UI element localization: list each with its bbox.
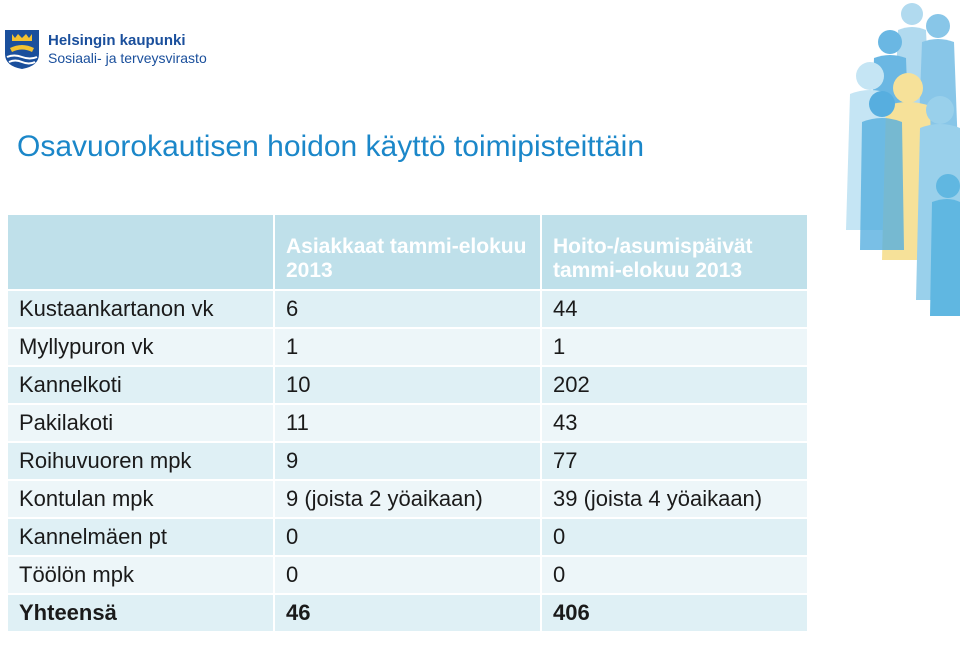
days-cell: 77 [541, 442, 808, 480]
days-cell: 44 [541, 290, 808, 328]
page-title: Osavuorokautisen hoidon käyttö toimipisteittäin [17, 130, 645, 163]
department-name: Sosiaali- ja terveysvirasto [48, 50, 207, 66]
unit-name-cell: Roihuvuoren mpk [7, 442, 274, 480]
helsinki-crest-icon [3, 28, 41, 70]
column-header-clients: Asiakkaat tammi-elokuu 2013 [274, 214, 541, 290]
clients-cell: 1 [274, 328, 541, 366]
table-row [7, 328, 808, 366]
unit-name-cell: Kannelmäen pt [7, 518, 274, 556]
table-row [7, 480, 808, 518]
clients-cell: 9 [274, 442, 541, 480]
table-row [7, 290, 808, 328]
org-name: Helsingin kaupunki [48, 32, 186, 49]
days-cell: 1 [541, 328, 808, 366]
total-clients-cell: 46 [274, 594, 541, 632]
column-header-days: Hoito-/asumispäivät tammi-elokuu 2013 [541, 214, 808, 290]
total-label-cell: Yhteensä [7, 594, 274, 632]
days-cell: 202 [541, 366, 808, 404]
people-silhouettes-graphic [820, 0, 960, 320]
total-row [7, 594, 808, 632]
days-cell: 0 [541, 518, 808, 556]
clients-cell: 6 [274, 290, 541, 328]
clients-cell: 10 [274, 366, 541, 404]
unit-name-cell: Kustaankartanon vk [7, 290, 274, 328]
table-row [7, 442, 808, 480]
table-row [7, 404, 808, 442]
unit-name-cell: Töölön mpk [7, 556, 274, 594]
days-cell: 0 [541, 556, 808, 594]
table-header-row [7, 214, 808, 290]
unit-name-cell: Pakilakoti [7, 404, 274, 442]
clients-cell: 11 [274, 404, 541, 442]
unit-name-cell: Kannelkoti [7, 366, 274, 404]
unit-name-cell: Myllypuron vk [7, 328, 274, 366]
unit-name-cell: Kontulan mpk [7, 480, 274, 518]
table-row [7, 366, 808, 404]
table-row [7, 518, 808, 556]
column-header-unit [7, 214, 274, 290]
table-row [7, 556, 808, 594]
days-cell: 39 (joista 4 yöaikaan) [541, 480, 808, 518]
clients-cell: 9 (joista 2 yöaikaan) [274, 480, 541, 518]
helsinki-logo [3, 28, 233, 72]
clients-cell: 0 [274, 556, 541, 594]
clients-cell: 0 [274, 518, 541, 556]
data-table [6, 213, 809, 633]
days-cell: 43 [541, 404, 808, 442]
total-days-cell: 406 [541, 594, 808, 632]
